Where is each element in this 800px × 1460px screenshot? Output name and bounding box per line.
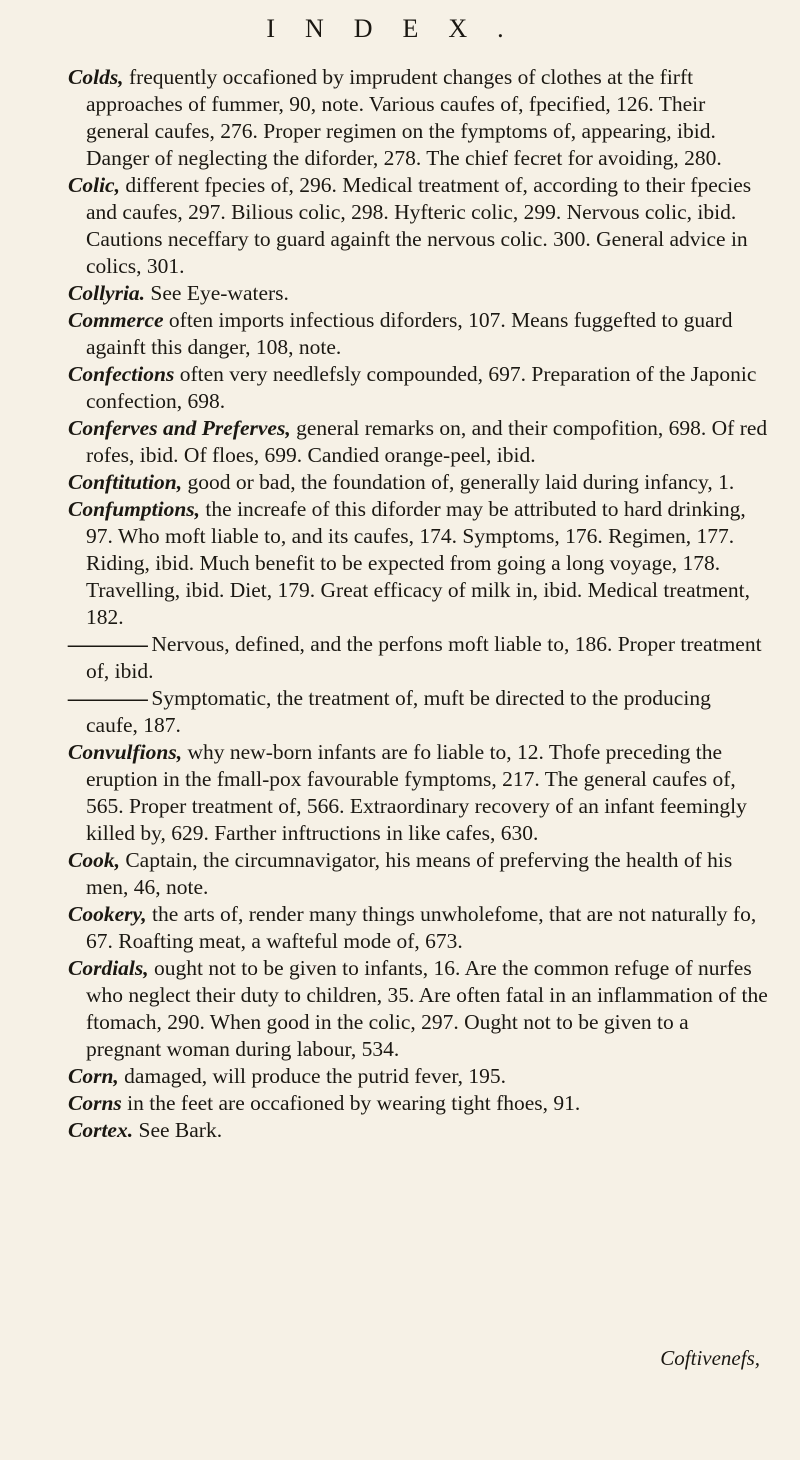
entry-text: Captain, the circumnavigator, his means of preferving the health of his men, 46, note. [86,848,733,899]
entry-head: Conftitution, [68,470,183,494]
catchword: Coftivenefs, [660,1346,760,1370]
entry-head: Cook, [68,848,120,872]
entry-head: Corn, [68,1064,119,1088]
index-entry [68,955,768,1063]
entry-head: Colic, [68,173,120,197]
index-entry [68,361,768,415]
entry-text: See Eye-waters. [145,281,289,305]
index-entry [68,631,768,685]
index-entry [68,64,768,172]
entry-text: damaged, will produce the putrid fever, 195. [118,1064,507,1088]
index-entry [68,901,768,955]
entry-dash: ———— [68,686,146,710]
entry-text: the arts of, render many things unwholefome, that are not naturally fo, 67. Roafting meat, a wafteful mode of, 673. [86,902,757,953]
index-body [68,64,768,1144]
index-entry [68,280,768,307]
index-entry [68,685,768,739]
index-entry [68,496,768,631]
index-entry [68,847,768,901]
index-entry [68,1063,768,1090]
index-entry [68,307,768,361]
entry-head: Cortex. [68,1118,134,1142]
entry-text: ought not to be given to infants, 16. Are the common refuge of nurfes who neglect their duty to children, 35. Are often fatal in an inflammation of the ftomach, 290. When good in the colic, 297. Ought not to be given to a pregnant woman during labour, 534. [86,956,768,1061]
entry-text: frequently occafioned by imprudent changes of clothes at the firft approaches of fummer, 90, note. Various caufes of, fpecified, 126. Their general caufes, 276. Proper regimen on the fymptoms of, appearing, ibid. Danger of neglecting the diforder, 278. The chief fecret for avoiding, 280. [86,65,722,170]
index-entry [68,1090,768,1117]
entry-head: Corns [68,1091,122,1115]
index-entry [68,1117,768,1144]
entry-text: the increafe of this diforder may be attributed to hard drinking, 97. Who moft liable to, and its caufes, 174. Symptoms, 176. Regimen, 177. Riding, ibid. Much benefit to be expected from going a long voyage, 178. Travelling, ibid. Diet, 179. Great efficacy of milk in, ibid. Medical treatment, 182. [86,497,750,629]
entry-text: good or bad, the foundation of, generally laid during infancy, 1. [182,470,735,494]
entry-text: See Bark. [133,1118,223,1142]
entry-head: Commerce [68,308,164,332]
entry-head: Confumptions, [68,497,201,521]
entry-head: Convulfions, [68,740,183,764]
entry-head: Collyria. [68,281,146,305]
entry-text: different fpecies of, 296. Medical treatment of, according to their fpecies and caufes, 297. Bilious colic, 298. Hyfteric colic, 299. Nervous colic, ibid. Cautions neceffary to guard againft the nervous colic. 300. General advice in colics, 301. [86,173,752,278]
entry-text: often very needlefsly compounded, 697. Preparation of the Japonic confection, 698. [86,362,757,413]
entry-text: Symptomatic, the treatment of, muft be directed to the producing caufe, 187. [86,686,711,737]
entry-text: general remarks on, and their compofition, 698. Of red rofes, ibid. Of floes, 699. Candied orange-peel, ibid. [86,416,768,467]
entry-text: Nervous, defined, and the perfons moft liable to, 186. Proper treatment of, ibid. [86,632,762,683]
index-entry [68,415,768,469]
entry-head: Confections [68,362,175,386]
entry-dash: ———— [68,632,146,656]
index-entry [68,739,768,847]
entry-head: Conferves and Preferves, [68,416,291,440]
entry-text: why new-born infants are fo liable to, 12. Thofe preceding the eruption in the fmall-pox favourable fymptoms, 217. The general caufes of, 565. Proper treatment of, 566. Extraordinary recovery of an infant feemingly killed by, 629. Farther inftructions in like cafes, 630. [86,740,747,845]
entry-head: Colds, [68,65,124,89]
page-header: INDEX. [266,14,534,43]
index-entry [68,469,768,496]
entry-text: often imports infectious diforders, 107. Means fuggefted to guard againft this danger, 108, note. [86,308,733,359]
entry-head: Cookery, [68,902,147,926]
entry-head: Cordials, [68,956,149,980]
index-entry [68,172,768,280]
entry-text: in the feet are occafioned by wearing tight fhoes, 91. [121,1091,581,1115]
